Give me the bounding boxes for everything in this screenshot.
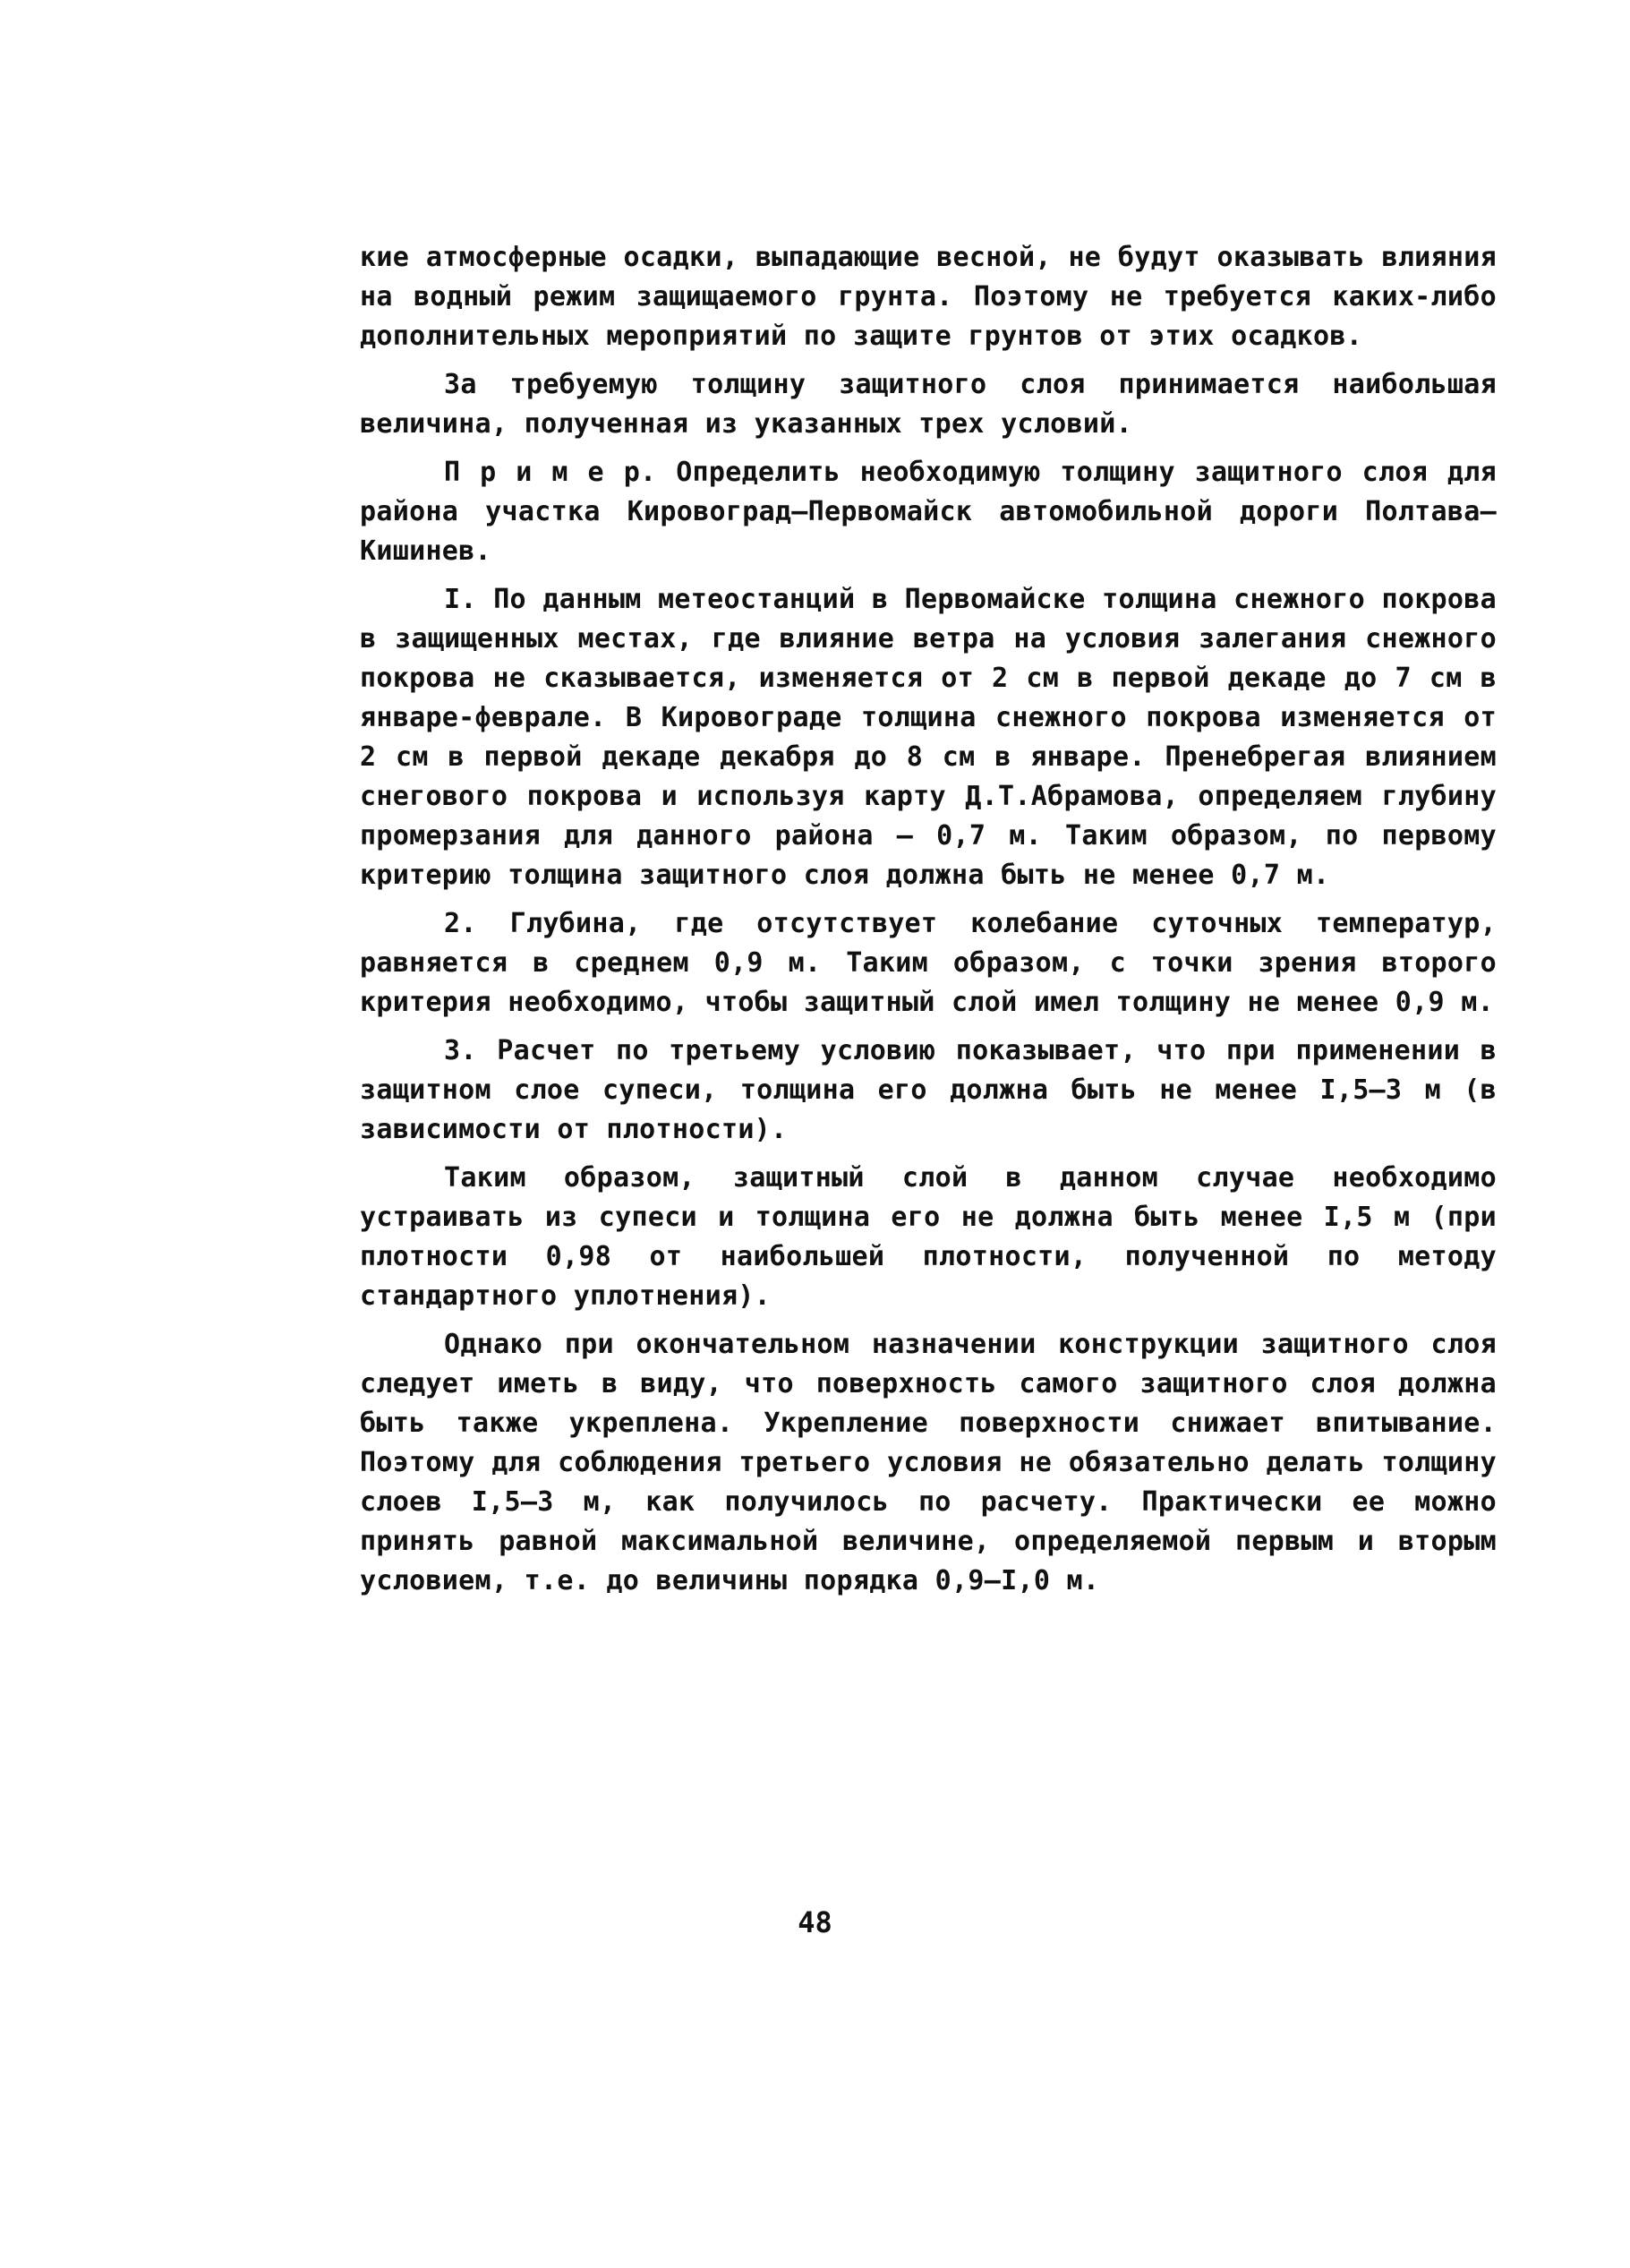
body-text — [360, 238, 1497, 1610]
paragraph-item-3: 3. Расчет по третьему условию показывает, что при применении в защитном слое супеси, толщина его должна быть не менее I,5–3 м (в зависимости от плотности). — [360, 1035, 1497, 1145]
paragraph-conclusion: Таким образом, защитный слой в данном случае необходимо устраивать из супеси и толщина его не должна быть менее I,5 м (при плотности 0,98 от наибольшей плотности, полученной по методу стандартного уплотнения). — [360, 1162, 1497, 1312]
paragraph-continuation: кие атмосферные осадки, выпадающие весной, не будут оказывать влияния на водный режим защищаемого грунта. Поэтому не требуется каких-либо дополнительных мероприятий по защите грунтов от этих осадков. — [360, 242, 1497, 352]
paragraph-example: П р и м е р. Определить необходимую толщину защитного слоя для района участка Кировоград–Первомайск автомобильной дороги Полтава–Кишинев. — [360, 457, 1497, 567]
paragraph-item-1: I. По данным метеостанций в Первомайске толщина снежного покрова в защищенных местах, где влияние ветра на условия залегания снежного покрова не сказывается, изменяется от 2 см в первой декаде до 7 см в январе-феврале. В Кировограде толщина снежного покрова изменяется от 2 см в первой декаде декабря до 8 см в январе. Пренебрегая влиянием снегового покрова и используя карту Д.Т.Абрамова, определяем глубину промерзания для данного района – 0,7 м. Таким образом, по первому критерию толщина защитного слоя должна быть не менее 0,7 м. — [360, 584, 1497, 891]
paragraph-item-2: 2. Глубина, где отсутствует колебание суточных температур, равняется в среднем 0,9 м. Таким образом, с точки зрения второго критерия необходимо, чтобы защитный слой имел толщину не менее 0,9 м. — [360, 908, 1497, 1018]
paragraph-required-thickness: За требуемую толщину защитного слоя принимается наибольшая величина, полученная из указанных трех условий. — [360, 369, 1497, 440]
page-number: 48 — [798, 1905, 832, 1939]
paragraph-final-note: Однако при окончательном назначении конструкции защитного слоя следует иметь в виду, что поверхность самого защитного слоя должна быть также укреплена. Укрепление поверхности снижает впитывание. Поэтому для соблюдения третьего условия не обязательно делать толщину слоев I,5–3 м, как получилось по расчету. Практически ее можно принять равной максимальной величине, определяемой первым и вторым условием, т.е. до величины порядка 0,9–I,0 м. — [360, 1329, 1497, 1596]
